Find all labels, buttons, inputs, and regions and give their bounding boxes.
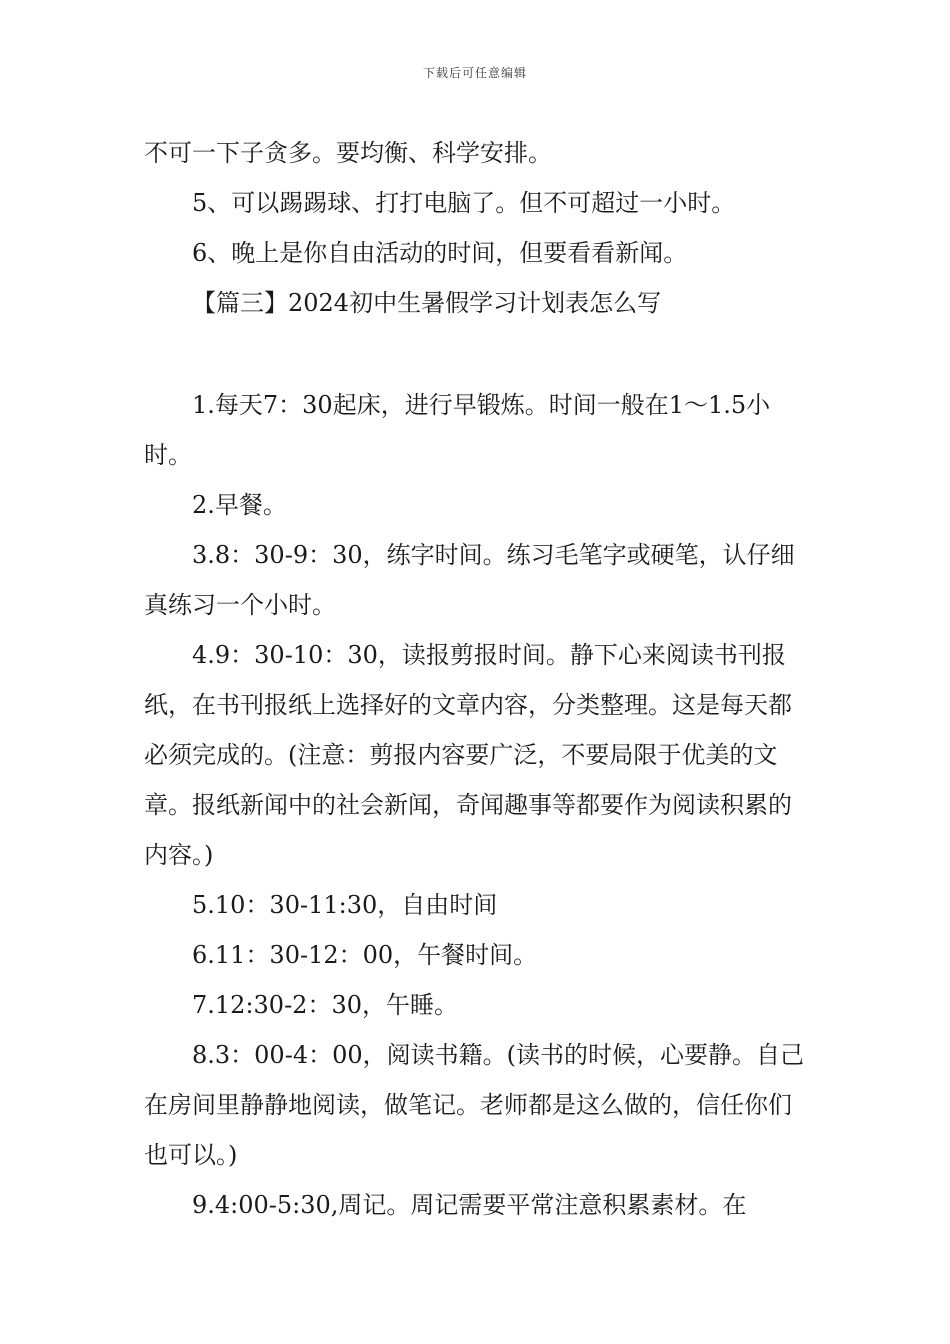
section-heading: 【篇三】2024初中生暑假学习计划表怎么写 — [192, 289, 662, 317]
paragraph-continuation: 不可一下子贪多。要均衡、科学安排。 — [144, 139, 552, 167]
document-body — [144, 128, 808, 1230]
plan-item-9: 9.4:00-5:30,周记。周记需要平常注意积累素材。在 — [192, 1191, 747, 1219]
paragraph-item-6: 6、晚上是你自由活动的时间，但要看看新闻。 — [192, 239, 688, 267]
section-gap — [144, 328, 808, 380]
plan-item-7: 7.12:30-2：30，午睡。 — [192, 991, 458, 1019]
plan-item-4: 4.9：30-10：30，读报剪报时间。静下心来阅读书刊报纸，在书刊报纸上选择好的文章内容，分类整理。这是每天都必须完成的。(注意：剪报内容要广泛，不要局限于优美的文章。报纸新闻中的社会新闻，奇闻趣事等都要作为阅读积累的内容。) — [144, 641, 792, 869]
plan-item-3: 3.8：30-9：30，练字时间。练习毛笔字或硬笔，认仔细真练习一个小时。 — [144, 541, 795, 619]
plan-item-5: 5.10：30-11:30，自由时间 — [192, 891, 498, 919]
plan-item-6: 6.11：30-12：00，午餐时间。 — [192, 941, 538, 969]
plan-item-8: 8.3：00-4：00，阅读书籍。(读书的时候，心要静。自己在房间里静静地阅读，做笔记。老师都是这么做的，信任你们也可以。) — [144, 1041, 804, 1169]
paragraph-item-5: 5、可以踢踢球、打打电脑了。但不可超过一小时。 — [192, 189, 736, 217]
plan-item-1: 1.每天7：30起床，进行早锻炼。时间一般在1～1.5小时。 — [144, 391, 771, 469]
plan-item-2: 2.早餐。 — [192, 491, 287, 519]
page-header: 下载后可任意编辑 — [422, 66, 527, 80]
